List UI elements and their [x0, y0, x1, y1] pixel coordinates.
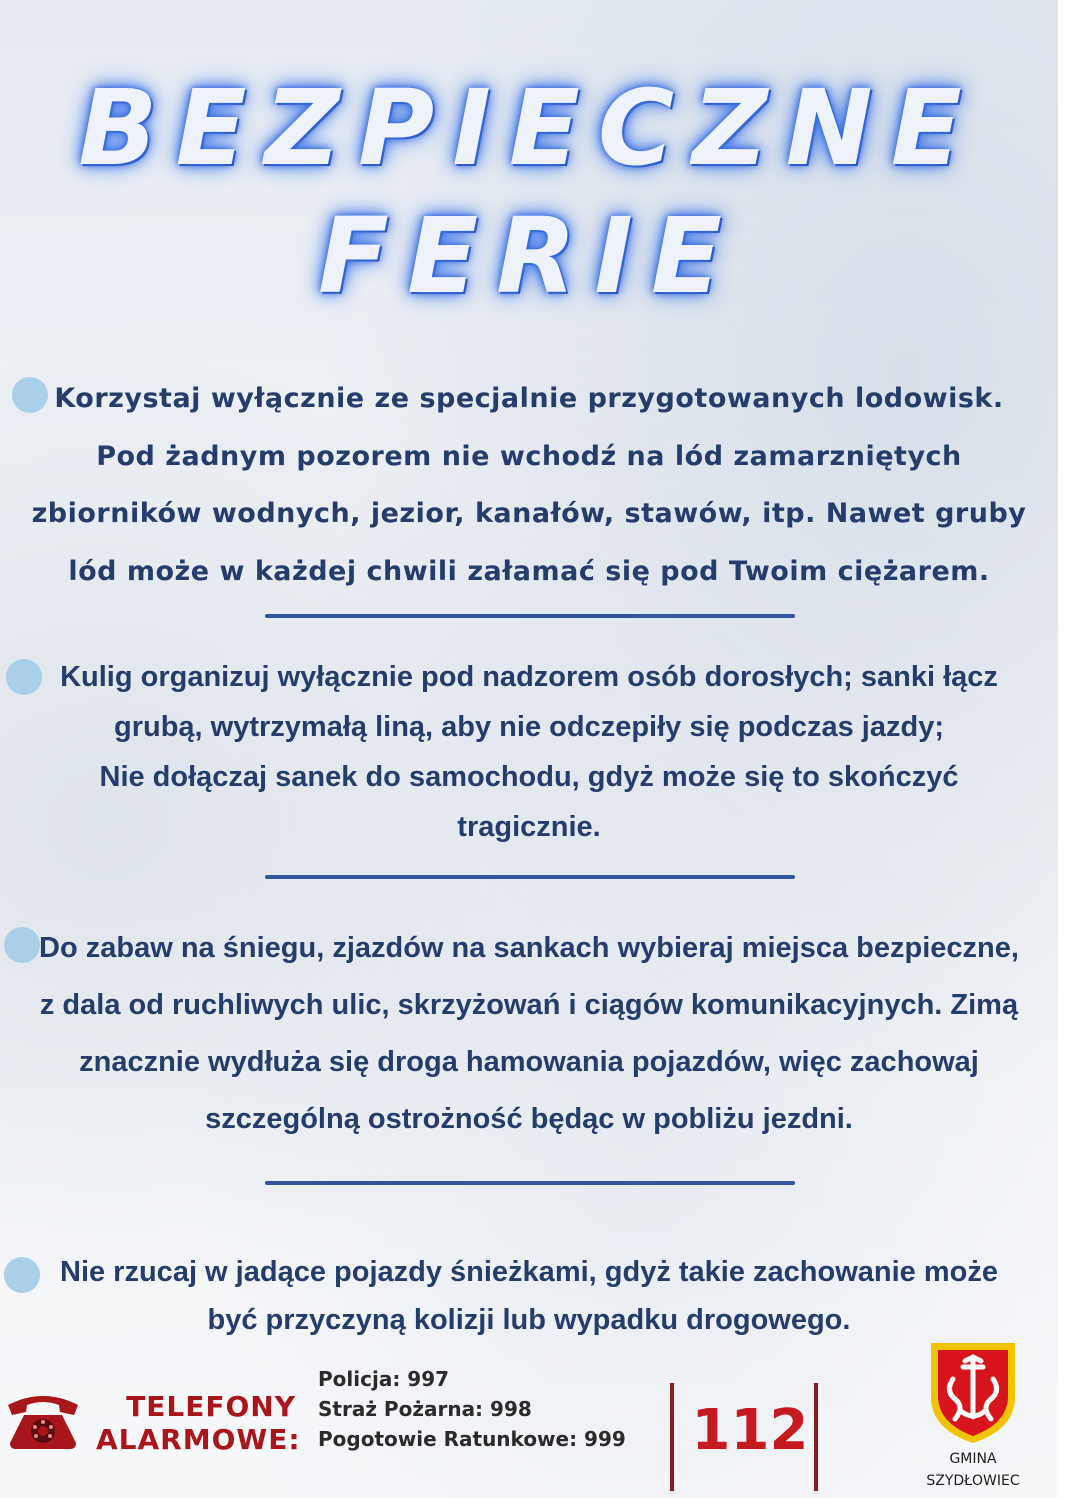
telephone-icon	[2, 1383, 84, 1453]
municipality-name	[900, 1448, 1046, 1492]
alarm-label-line-1: TELEFONY	[126, 1390, 296, 1423]
tip-line: tragicznie.	[457, 811, 601, 843]
tip-line: Nie rzucaj w jadące pojazdy śnieżkami, gdyż takie zachowanie może	[60, 1256, 998, 1288]
tip-line: znacznie wydłuża się droga hamowania pojazdów, więc zachowaj	[79, 1046, 979, 1078]
number-fire: Straż Pożarna: 998	[318, 1397, 532, 1421]
tip-line: lód może w każdej chwili załamać się pod Twoim ciężarem.	[68, 555, 990, 587]
vertical-bar-left	[670, 1383, 674, 1491]
municipality-line-2: SZYDŁOWIEC	[926, 1473, 1020, 1489]
tip-line: Nie dołączaj sanek do samochodu, gdyż może się to skończyć	[99, 761, 959, 793]
tip-line: z dala od ruchliwych ulic, skrzyżowań i ciągów komunikacyjnych. Zimą	[39, 989, 1019, 1021]
municipality-crest-icon	[925, 1337, 1021, 1447]
tip-3	[0, 920, 1058, 1148]
tip-4	[0, 1248, 1058, 1344]
tip-line: Korzystaj wyłącznie ze specjalnie przygotowanych lodowisk.	[54, 383, 1004, 414]
tip-line: Kulig organizuj wyłącznie pod nadzorem osób dorosłych; sanki łącz	[60, 661, 998, 693]
tip-1	[0, 370, 1058, 600]
number-police: Policja: 997	[318, 1367, 450, 1391]
municipality-line-1: GMINA	[949, 1451, 997, 1467]
page-edge-strip	[1058, 0, 1066, 1498]
alarm-numbers-label	[96, 1390, 301, 1456]
tip-line: szczególną ostrożność będąc w pobliżu jezdni.	[205, 1103, 853, 1135]
title-line-2: FERIE	[318, 195, 740, 317]
tip-line: Pod żadnym pozorem nie wchodź na lód zamarzniętych	[96, 440, 962, 472]
tip-line: zbiorników wodnych, jezior, kanałów, stawów, itp. Nawet gruby	[31, 498, 1027, 529]
vertical-bar-right	[814, 1383, 818, 1491]
tip-line: grubą, wytrzymałą liną, aby nie odczepiły się podczas jazdy;	[114, 711, 944, 743]
tip-line: być przyczyną kolizji lub wypadku drogowego.	[207, 1304, 851, 1336]
title-line-1: BEZPIECZNE	[78, 67, 980, 189]
divider	[265, 614, 795, 618]
alarm-label-line-2: ALARMOWE:	[96, 1423, 301, 1456]
tip-2	[0, 652, 1058, 852]
number-ambulance: Pogotowie Ratunkowe: 999	[318, 1427, 626, 1451]
tip-line: Do zabaw na śniegu, zjazdów na sankach wybieraj miejsca bezpieczne,	[39, 932, 1019, 964]
divider	[265, 875, 795, 879]
divider	[265, 1181, 795, 1185]
emergency-numbers-list	[318, 1364, 626, 1454]
emergency-number: 112	[691, 1398, 809, 1463]
